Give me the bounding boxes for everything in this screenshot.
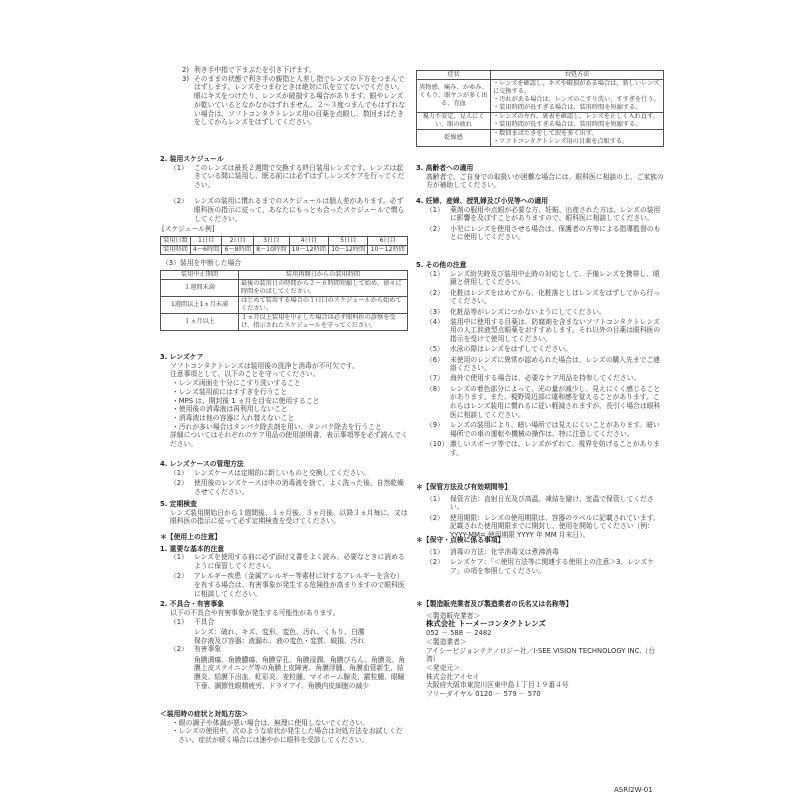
bullet-item: ・眼の調子や体調が悪い場合は、無理に使用しないでください。 [172,718,370,727]
numbered-item [160,572,408,598]
table-cell: 最後の装用日の時間から２～６時間短縮して始め、徐々に時間をのばしてください。 [239,279,408,296]
item-text: 薬剤の服用や点眼が必要な方、妊娠、出産された方は、レンズの装用に影響を及ぼすことがありますので、眼科医に相談してください。 [450,205,661,223]
interruption-table [160,270,408,331]
symptoms-table [416,70,664,147]
schedule-table [160,236,408,255]
numbered-item [160,469,408,478]
section [416,259,664,459]
section [416,483,664,541]
table-row [417,130,664,147]
section-heading: 2. 装用スケジュール [160,155,224,163]
item-number: （1） [170,468,188,477]
paragraph: 高齢者で、ご自身での取扱いが困難な場合には、眼科医に相談の上、ご家族の方が補助してください。 [426,172,664,190]
item-text: そのままの状態で利き手の親指と人差し指でレンズの下方をつまんではずします。レンズをつまむときは絶対に爪を立てないでください。眼にキズをつけたり、レンズが破損する場合があります。眼やレンズが乾いているとなかなかはずれません。２～３度つまんでもはずれない場合は、ソフトコンタクトレンズ用の目薬を点眼し、数回まばたきをしてからレンズをはずしてください。 [194,74,406,127]
item-text: レンズケースは定期的に新しいものと交換してください。 [194,468,371,477]
numbered-item [416,548,664,557]
section-heading: ＜装用時の症状と対処方法＞ [160,710,249,718]
table-row [161,279,408,296]
item-text: アレルギー疾患（金属アレルギー等素材に対するアレルギーを含む）を有する場合は、有害事象が発生する危険性が高まりますので眼科医に相談してください。 [194,572,405,598]
major-heading: ＊【使用上の注意】 [160,533,222,541]
numbered-item [416,270,664,287]
table-cell: ・数回まばたきをして涙を多く出す。 ・ソフトコンタクトレンズ用の目薬を点眼する。 [491,130,664,147]
table-row [161,237,408,246]
table-cell: 装用日数 [161,237,191,246]
section-heading: 2. 不具合・有害事象 [160,600,225,609]
item-number: （7） [426,374,444,383]
numbered-item [160,618,408,627]
paragraph: レンズ：破れ、キズ、変形、変色、汚れ、くもり、白濁 [194,628,365,637]
section [160,351,408,449]
section [416,195,664,244]
paragraph: ＜製造販売業者＞ [426,611,481,620]
item-text: 利き手中指で下まぶたを引き下げます。 [194,66,316,74]
numbered-item [416,289,664,306]
table-cell: １ヵ月以上装用を中止した場合は必ず眼科医の診察を受け、指示されたスケジュールを守ってください。 [239,313,408,330]
item-text: 不具合 [194,617,215,626]
item-text: 海外で使用する場合は、必要なケア用品を持参してください。 [450,374,641,383]
item-number: （9） [426,420,444,429]
section [160,153,408,335]
section [416,536,664,577]
section [416,600,664,699]
numbered-item [416,495,664,512]
section-heading: 3. 高齢者への適用 [416,164,474,172]
table-cell: 3日目 [254,237,290,246]
item-text: 装用中に使用する目薬は、防腐剤を含まないソフトコンタクトレンズ用の人工涙液型点眼薬をおすすめします。それ以外の目薬は眼科医の指示を受けて使用してください。 [450,317,661,344]
column-header: 装用中止期間 [161,270,239,279]
bullet-item: ・MPS は、開封後 1 ヵ月を目安に使用すること [172,396,320,405]
item-text: 有害事象 [194,645,222,654]
table-cell: 1週間以上1ヵ月未満 [161,296,239,313]
bullet-item: ・汚れが多い場合はタンパク除去剤を用い、タンパク除去を行うこと [172,422,382,431]
table-header-row [417,71,664,80]
bullet-item: ・レンズ装用前にはすすぎを行うこと [172,387,288,396]
table-cell: 6日目 [368,237,408,246]
paragraph: 注意事項として、以下のことを守ってください。 [170,370,320,379]
column-header: 装用再開日からの装用時間 [239,270,408,279]
item-text: 水泳の際はレンズをはずしてください。 [450,345,572,354]
table-cell: 異物感、痛み、かゆみ、くもり、眼ヤニが多く出る、充血 [417,80,491,113]
numbered-item [416,308,664,317]
table-row [417,113,664,130]
item-number: （1） [426,494,444,503]
item-number: （2） [170,197,188,206]
item-number: （2） [426,557,444,566]
item-number: （2） [426,513,444,522]
table-cell: ・レンズの左右、裏表を確認し、レンズを正しく入れ直す。 ・装用時間が長すぎる場合は、装用時間を短縮する。 [491,113,664,130]
item-text: レンズケア：「＜使用方法等に関連する使用上の注意＞3．レンズケア」の項を参照してください。 [450,557,655,575]
section-heading: 4. 妊婦、産婦、授乳婦及び小児等への適用 [416,197,549,205]
table-cell: １ヵ月以上 [161,313,239,330]
paragraph: ＜製造業者＞ [426,637,467,646]
section-heading: 5. 定期検査 [160,500,197,508]
numbered-item [416,558,664,575]
bullet-item: ・消毒液は他の容器に入れ替えないこと [172,413,295,422]
item-text: 未使用のレンズに異常が認められた場合は、レンズの購入先までご連絡ください。 [450,355,660,373]
item-number: 2) [182,66,189,74]
bullet-item: ・レンズ両面を十分にこすり洗いすること [172,379,301,388]
item-number: （2） [426,288,444,297]
item-text: レンズの装用により、暗い場所では見えにくいことがあります。暗い場所での車の運転や機械の操作は、特に注意してください。 [450,420,660,438]
paragraph: 株式会社アイセイ [426,672,480,681]
table-cell: はじめて装用する場合の１日目のスケジュールから始めてください。 [239,296,408,313]
item-number: （10） [426,439,449,448]
section [160,458,408,498]
paragraph: ソフトコンタクトレンズは装用後の洗浄と消毒が不可欠です。 [170,361,359,370]
table-cell: 装用時間 [161,246,191,255]
table-row [417,80,664,113]
item-number: （1） [170,163,188,172]
section-heading: 1. 重要な基本的注意 [160,544,225,553]
item-text: レンズ紛失時及び装用中止時の対応として、予備レンズを携帯し、眼鏡と併用してください。 [450,269,660,287]
section [160,66,408,127]
numbered-item [416,318,664,344]
bullet-item: ・使用後の消毒液は再利用しないこと [172,405,288,414]
numbered-item [416,440,664,457]
table-cell: ・レンズを確認し、キズや破損がある場合は、新しいレンズに交換する。 ・汚れがある場合は、レンズのこすり洗い、すすぎを行う。 ・装用時間が長すぎる場合は、装用時間を短縮する。 [491,80,664,113]
section-heading: 5. その他の注意 [416,261,467,269]
item-number: （1） [426,205,444,214]
numbered-item [160,645,408,654]
section [160,498,408,526]
bullet-item: ・レンズの使用中、次のような症状が発生した場合は対処方法をお試しください。症状が続く場合には速やかに眼科を受診してください。 [172,727,403,745]
table-cell: 視力不安定、見えにくい、眼の疲れ [417,113,491,130]
item-text: レンズの装用に慣れるまでのスケジュールは個人差があります。必ず眼科医の指示に従って、あなたにもっとも合ったスケジュールで慣らしてください。 [194,197,405,223]
item-number: （1） [426,547,444,556]
paragraph: 以下の不具合や有害事象が発生する可能性があります。 [170,609,340,618]
numbered-item [160,553,408,570]
numbered-item [160,164,408,190]
item-text: 化粧品等がレンズにつかないようにしてください。 [450,307,606,316]
table-row [161,313,408,330]
item-text: 化粧はレンズをはめてから、化粧落としはレンズをはずしてから行ってください。 [450,288,660,306]
paragraph: 角膜潰瘍、角膜膿瘍、角膜穿孔、角膜浸潤、角膜びらん、角膜炎、角膜上皮ステイニング等の角膜上皮障害、角膜浮腫、角膜血管新生、結膜炎、結膜下出血、虹彩炎、麦粒腫、マイボーム腺炎、霰粒腫、眼瞼下垂、調節性眼精疲労、ドライアイ、角膜内皮細胞の減少 [194,655,406,690]
item-text: レンズを使用する前に必ず添付文書をよく読み、必要なときに読めるように保管してください。 [194,553,405,571]
item-number: （5） [426,345,444,354]
numbered-item [416,345,664,354]
item-number: （1） [170,553,188,562]
item-number: （6） [426,355,444,364]
item-number: （2） [170,572,188,581]
item-text: 使用期限：レンズの使用期限は、容器のラベルに記載されています。記載された使用期限までに開封し、使用を開始してください（例：YYYY-MM= 使用期限 YYYY 年 MM 月末日）。 [450,513,660,540]
item-number: 3) [182,74,189,83]
numbered-item [160,66,408,75]
table-cell: 6～8時間 [222,246,254,255]
paragraph: 詳細についてはそれぞれのケア用品の使用説明書、表示事項等を必ず読んでください。 [170,431,408,449]
item-text: このレンズは最長２週間で交換する終日装用レンズです。レンズは起きている間に装用し、眠る前には必ずはずしレンズケアを行ってください。 [194,163,405,190]
column-header: 症状 [417,71,491,80]
company-name: 株式会社 トーメーコンタクトレンズ [426,619,546,629]
item-text: 激しいスポーツ等では、レンズがずれて、視界を妨げることがあります。 [450,439,660,457]
table-cell: 4～6時間 [190,246,222,255]
table-header-row [161,270,408,279]
table-cell: １週間未満 [161,279,239,296]
item-text: 使用後のレンズケースは中の消毒液を捨て、よく洗った後、自然乾燥させてください。 [194,478,404,496]
paragraph: 大阪府大阪市東淀川区東中島１丁目１９番４号 [426,681,569,690]
column-header: 対処方法 [491,71,664,80]
item-number: （1） [426,269,444,278]
item-number: （8） [426,384,444,393]
table-row [161,296,408,313]
item-number: （4） [426,317,444,326]
item-number: （2） [170,478,188,487]
section [160,708,408,745]
section [160,533,408,690]
item-number: （2） [426,224,444,233]
paragraph: [スケジュール例] [162,225,215,234]
numbered-item [416,421,664,438]
numbered-item [160,197,408,223]
table-cell: 乾燥感 [417,130,491,147]
table-cell: 10～12時間 [289,246,328,255]
numbered-item [416,206,664,223]
paragraph: （3）装用を中断した場合 [162,259,242,268]
item-text: 保管方法：直射日光及び高温、凍結を避け、室温で保管してください。 [450,494,654,512]
item-number: （3） [426,307,444,316]
paragraph: ＜発売元＞ [426,663,460,672]
table-cell: 2日目 [222,237,254,246]
table-row [161,246,408,255]
item-text: レンズの着色部分によって、光の量が減少し、見えにくく感じることがあります。また、視野周辺部に違和感を覚えることがあります。これらはレンズ装用に慣れるに従い軽減されますが、長引く場合は眼科医に相談してください。 [450,384,661,419]
numbered-item [416,356,664,373]
section-heading: 4. レンズケースの管理方法 [160,460,244,468]
paragraph: レンズ装用開始日から１週間後、１ヵ月後、３ヵ月後、以降３ヵ月毎に、又は眼科医の指示に従って必ず定期検査を受けてください。 [170,508,408,526]
paragraph: フリーダイヤル 0120 － 579 － 570 [426,690,541,699]
numbered-item [160,479,408,496]
item-text: 消毒の方法：化学消毒又は煮沸消毒 [450,547,559,556]
item-number: （2） [170,645,188,654]
paragraph: 052 － 588 － 2482 [426,629,492,638]
table-cell: 4日目 [289,237,328,246]
paragraph: 保存液及び容器：液漏れ、液の変色・変質、破損、汚れ [194,636,365,645]
paragraph: アイシービジョンテクノロジー社／I-SEE VISION TECHNOLOGY INC.（台湾） [426,646,656,664]
major-heading: ＊【製造販売業者及び製造業者の氏名又は名称等】 [416,600,573,608]
document-code: ASRI2W-01 [614,786,653,794]
table-cell: 8～10時間 [254,246,290,255]
table-cell: 10～12時間 [368,246,408,255]
section [416,162,664,190]
table-cell: 1日目 [190,237,222,246]
item-text: 小児にレンズを使用させる場合は、保護者の方等による指導監督のもとに使用してください。 [450,224,661,242]
numbered-item [416,225,664,242]
table-cell: 5日目 [328,237,367,246]
section [416,68,664,151]
major-heading: ＊【保管方法及び有効期間等】 [416,483,512,491]
numbered-item [160,75,408,127]
table-cell: 10～12時間 [328,246,367,255]
section-heading: 3. レンズケア [160,353,204,361]
item-number: （1） [170,617,188,626]
numbered-item [416,374,664,383]
numbered-item [416,385,664,420]
major-heading: ＊【保守・点検に係る事項】 [416,536,505,544]
